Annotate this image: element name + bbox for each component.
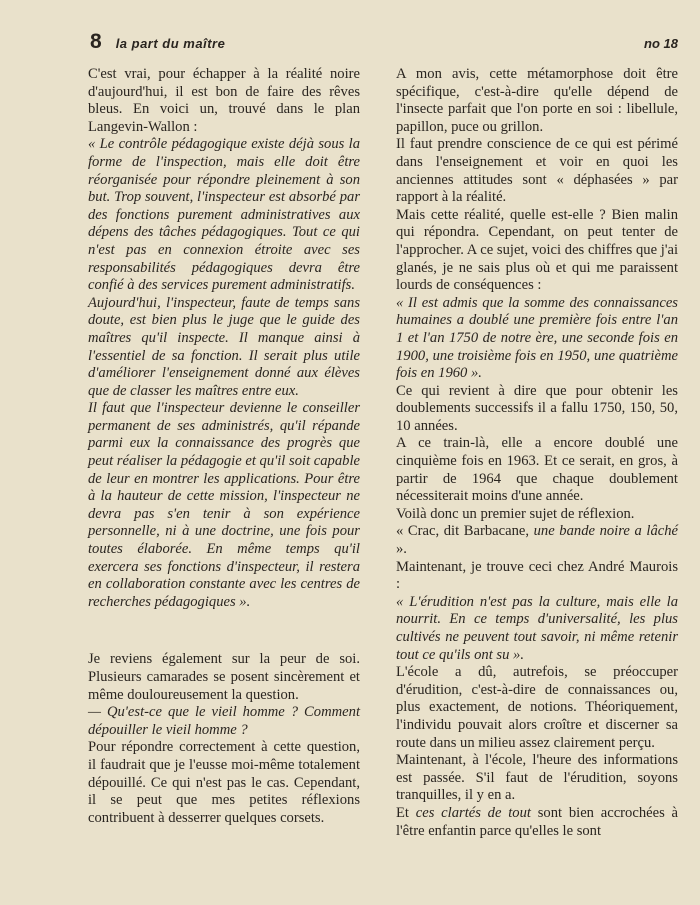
paragraph: A ce train-là, elle a encore doublé une cinquième fois en 1963. Et ce serait, en gros, à partir de 1964 que chaque doublement nécessiterait moins d'une année. [396,435,678,505]
paragraph: Mais cette réalité, quelle est-elle ? Bien malin qui répondra. Cependant, on peut tenter de l'approcher. A ce sujet, voici des chiffres que j'ai glanés, je ne sais plus où et qui me paraissent lourds de conséquences : [396,206,678,294]
text-span: « Crac, dit Barbacane, [396,523,534,540]
text-span: ». [396,541,407,558]
running-title: la part du maître [115,36,226,51]
paragraph [396,523,678,558]
paragraph: Je reviens également sur la peur de soi. Plusieurs camarades se posent sincèrement et même douloureusement la question. [88,651,360,703]
paragraph: C'est vrai, pour échapper à la réalité noire d'aujourd'hui, il est bon de faire des rêves bleus. En voici un, trouvé dans le plan Langevin-Wallon : [88,66,360,135]
text-span: sont bien accrochées à l'être enfantin parce qu'elles le sont [396,804,679,839]
quote-paragraph: « L'érudition n'est pas la culture, mais elle la nourrit. En ce temps d'universalité, les plus cultivés ne peuvent tout savoir, ni même retenir tout ce qu'ils ont su ». [396,593,678,663]
paragraph: Il faut prendre conscience de ce qui est périmé dans l'enseignement et voir en quoi les anciennes attitudes sont « déphasées » par rapport à la réalité. [396,136,678,206]
paragraph: Pour répondre correctement à cette question, il faudrait que je l'eusse moi-même totalement dépouillé. Ce qui n'est pas le cas. Cependant, il se peut que mes petites réflexions contribuent à desserrer quelques corsets. [88,739,360,826]
paragraph: Maintenant, je trouve ceci chez André Maurois : [396,558,678,593]
question-paragraph: — Qu'est-ce que le vieil homme ? Comment dépouiller le vieil homme ? [88,704,360,738]
paragraph: Voilà donc un premier sujet de réflexion. [396,505,635,522]
paragraph [396,805,678,840]
text-span: Et [396,804,416,821]
italic-span: une bande noire a lâché [533,523,678,540]
quote-paragraph: Il faut que l'inspecteur devienne le conseiller permanent de ses administrés, qu'il répande parmi eux la connaissance des progrès que peut réaliser la pédagogie et qu'il soit capable de leur en montrer les applications. Pour être à la hauteur de cette mission, l'inspecteur ne devra pas s'en tenir à son expérience personnelle, ni à une doctrine, une fois pour toutes élaborée. En même temps qu'il exercera ses fonctions d'inspecteur, il restera en collaboration constante avec les centres de recherches pédagogiques ». [88,400,360,610]
right-column [396,66,678,840]
italic-span: ces clartés de tout [415,804,531,821]
issue-number: no 18 [644,36,678,51]
paragraph: A mon avis, cette métamorphose doit être spécifique, c'est-à-dire qu'elle dépend de l'insecte parfait que l'on porte en soi : libellule, papillon, puce ou grillon. [396,66,678,135]
quote-paragraph: « Le contrôle pédagogique existe déjà sous la forme de l'inspection, mais elle doit être réorganisée pour répondre pleinement à son but. Trop souvent, l'inspecteur est absorbé par des fonctions purement administratives aux dépens des tâches pédagogiques. Tout ce qui n'est pas en connexion étroite avec ses responsabilités pédagogiques devra être confié à des services purement administratifs. [88,136,360,294]
paragraph: Ce qui revient à dire que pour obtenir les doublements successifs il a fallu 1750, 150, 50, 10 années. [396,382,678,434]
page-header [90,30,678,56]
left-column [88,66,360,827]
page-number: 8 [90,30,102,53]
quote-paragraph: Aujourd'hui, l'inspecteur, faute de temps sans doute, est bien plus le juge que le guide des maîtres qu'il inspecte. Il manque ainsi à l'essentiel de sa fonction. Il serait plus utile d'améliorer l'enseignement donné aux élèves que de classer les maîtres entre eux. [88,294,360,399]
paragraph: Maintenant, à l'école, l'heure des informations est passée. S'il faut de l'érudition, soyons tranquilles, il y en a. [396,752,678,804]
paragraph: L'école a dû, autrefois, se préoccuper d'érudition, c'est-à-dire de connaissances ou, plus exactement, de notions. Théoriquement, l'individu pouvait alors croître et discerner sa route dans un milieu assez clairement perçu. [396,664,678,751]
quote-paragraph: « Il est admis que la somme des connaissances humaines a doublé une première fois entre l'an 1 et l'an 1750 de notre ère, une seconde fois en 1900, une troisième fois en 1950, une quatrième fois en 1960 ». [396,294,678,382]
